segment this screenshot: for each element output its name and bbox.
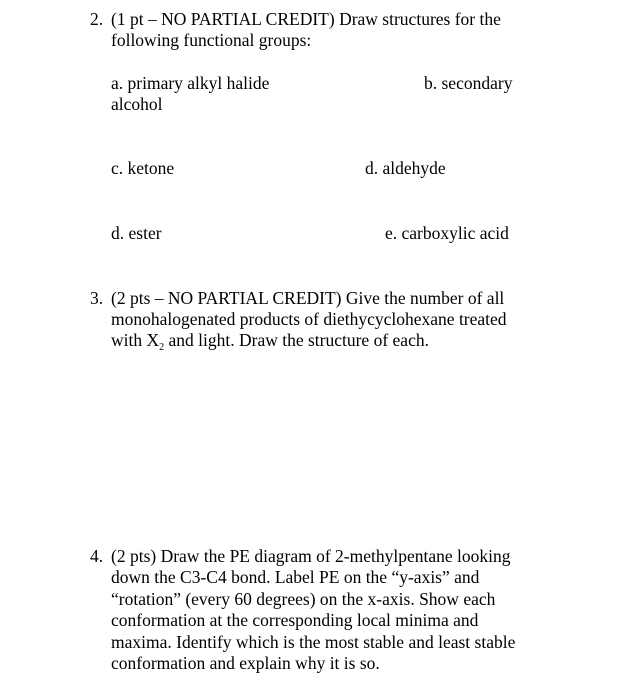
- q4-prompt-line-2: down the C3-C4 bond. Label PE on the “y-axis” and: [111, 567, 480, 587]
- q2-item-b: b. secondary: [424, 73, 513, 93]
- q4-prompt-line-1: (2 pts) Draw the PE diagram of 2-methylpentane looking: [111, 546, 511, 566]
- q2-item-c: c. ketone: [111, 158, 175, 178]
- q2-item-d-ester: d. ester: [111, 223, 162, 243]
- q2-item-a: a. primary alkyl halide: [111, 73, 270, 93]
- q4-number: 4.: [90, 546, 104, 566]
- q2-item-d: d. aldehyde: [365, 158, 446, 178]
- q2-number: 2.: [90, 9, 104, 29]
- q3-subscript: 2: [159, 342, 165, 353]
- q2-prompt-line-1: (1 pt – NO PARTIAL CREDIT) Draw structures for the: [111, 9, 501, 29]
- q3-prompt-line-3: [111, 330, 429, 351]
- q3-prompt-line-1: (2 pts – NO PARTIAL CREDIT) Give the number of all: [111, 288, 505, 308]
- q3-line-3-end: and light. Draw the structure of each.: [164, 330, 429, 350]
- q2-item-b-continued: alcohol: [111, 94, 163, 114]
- q3-line-3-start: with X: [111, 330, 160, 350]
- q4-prompt-line-3: “rotation” (every 60 degrees) on the x-axis. Show each: [111, 589, 496, 609]
- q2-prompt-line-2: following functional groups:: [111, 30, 312, 50]
- q3-number: 3.: [90, 288, 104, 308]
- q2-item-e: e. carboxylic acid: [385, 223, 509, 243]
- q4-prompt-line-5: maxima. Identify which is the most stable and least stable: [111, 632, 516, 652]
- q4-prompt-line-6: conformation and explain why it is so.: [111, 653, 380, 673]
- q3-prompt-line-2: monohalogenated products of diethycyclohexane treated: [111, 309, 507, 329]
- q4-prompt-line-4: conformation at the corresponding local minima and: [111, 610, 479, 630]
